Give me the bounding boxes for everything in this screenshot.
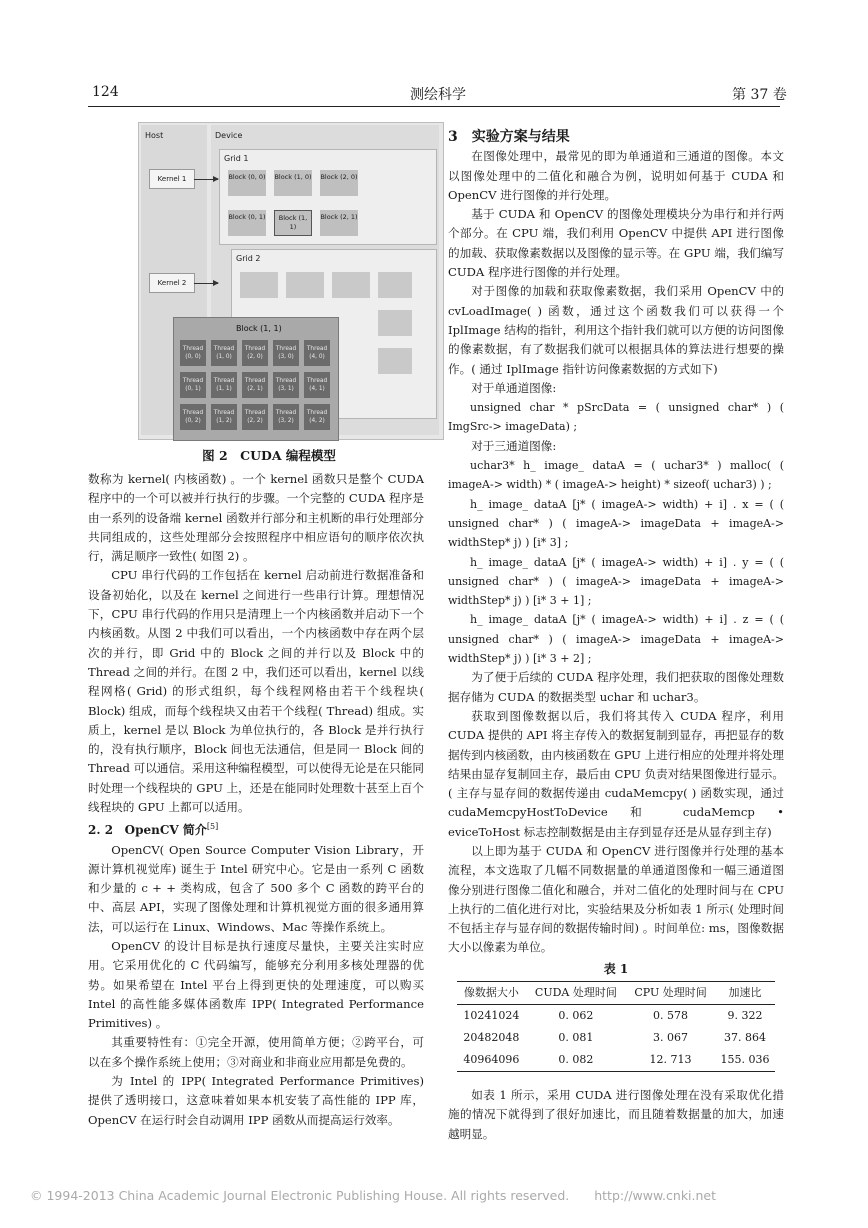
table-cell: 12. 713 bbox=[649, 1053, 692, 1067]
table-cell: 37. 864 bbox=[723, 1031, 766, 1045]
thread-cell: Thread (0, 1) bbox=[180, 372, 206, 398]
table-cell: 0. 578 bbox=[653, 1009, 689, 1023]
results-table bbox=[457, 981, 775, 1072]
table-header: CPU 处理时间 bbox=[634, 986, 707, 1000]
thread-cell: Thread (3, 1) bbox=[273, 372, 299, 398]
kernel2-arrow bbox=[194, 283, 218, 284]
paragraph: 以上即为基于 CUDA 和 OpenCV 进行图像并行处理的基本流程，本文选取了几幅不同数据量的单通道图像和一幅三通道图像分别进行图像二值化和融合，并对二值化的处理时间与在 CPU 上执行的二值化进行对比，实验结果及分析如表 1 所示( 处理时间不包括主存与显存间的数据传输时间) 。时间单位: ms，图像数据大小以像素为单位。 bbox=[448, 843, 784, 955]
table-cell: 10241024 bbox=[463, 1009, 520, 1023]
grid1-block: Block (2, 0) bbox=[320, 170, 358, 196]
header-rule bbox=[88, 106, 780, 107]
grid1-block: Block (0, 0) bbox=[228, 170, 266, 196]
thread-cell: Thread (1, 2) bbox=[211, 404, 237, 430]
grid1 bbox=[219, 149, 437, 245]
table-row bbox=[457, 1005, 775, 1028]
grid2-block bbox=[332, 272, 370, 298]
thread-cell: Thread (4, 2) bbox=[304, 404, 330, 430]
code-line: h_ image_ dataA [j* ( imageA-> width) + i] . y = ( ( unsigned char* ) ( imageA-> imageData + imageA-> widthStep* j) ) [i* 3 + 1] ; bbox=[448, 555, 784, 608]
thread-cell: Thread (2, 0) bbox=[242, 340, 268, 366]
table-cell: 9. 322 bbox=[727, 1009, 763, 1023]
table-cell: 3. 067 bbox=[653, 1031, 689, 1045]
table-cell: 20482048 bbox=[463, 1031, 520, 1045]
block-detail bbox=[173, 317, 339, 441]
paragraph: 其重要特性有：①完全开源，使用简单方便；②跨平台，可以在多个操作系统上使用；③对商业和非商业应用都是免费的。 bbox=[88, 1035, 424, 1069]
table-header: 像数据大小 bbox=[463, 986, 519, 1000]
thread-cell: Thread (0, 2) bbox=[180, 404, 206, 430]
code-line: h_ image_ dataA [j* ( imageA-> width) + i] . x = ( ( unsigned char* ) ( imageA-> imageData + imageA-> widthStep* j) ) [i* 3] ; bbox=[448, 497, 784, 550]
grid2-block bbox=[286, 272, 324, 298]
table-cell: 0. 082 bbox=[558, 1053, 594, 1067]
grid1-block: Block (2, 1) bbox=[320, 210, 358, 236]
grid1-block: Block (0, 1) bbox=[228, 210, 266, 236]
thread-cell: Thread (4, 0) bbox=[304, 340, 330, 366]
left-column bbox=[88, 470, 424, 1130]
paragraph: 数称为 kernel( 内核函数) 。一个 kernel 函数只是整个 CUDA 程序中的一个可以被并行执行的步骤。一个完整的 CUDA 程序是由一系列的设备端 kernel 函数并行部分和主机断的串行处理部分共同组成的，这些处理部分会按照程序中相应语句的顺序依次执行，满足顺序一致性( 如图 2) 。 bbox=[88, 472, 424, 564]
kernel1-box bbox=[149, 169, 195, 189]
thread-cell: Thread (4, 1) bbox=[304, 372, 330, 398]
paragraph: CPU 串行代码的工作包括在 kernel 启动前进行数据准备和设备初始化，以及在 kernel 之间进行一些串行计算。理想情况下，CPU 串行代码的作用只是清理上一个内核函数并启动下一个内核函数。从图 2 中我们可以看出，一个内核函数中存在两个层次的并行，即 Grid 中的 Block 之间的并行以及 Block 中的 Thread 之间的并行。在图 2 中，我们还可以看出，kernel 以线程网格( Grid) 的形式组织，每个线程网格由若干个线程块( Block) 组成，而每个线程块又由若干个线程( Thread) 组成。实质上，kernel 是以 Block 为单位执行的，各 Block 是并行执行的，没有执行顺序，Block 间也无法通信，但是同一 Block 间的 Thread 可以通信。采用这种编程模型，可以使得无论是在只能同时处理一个线程块的 GPU 上，还是在能同时处理数十甚至上百个线程块的 GPU 上都可以适用。 bbox=[88, 568, 424, 815]
paragraph: OpenCV( Open Source Computer Vision Library，开源计算机视觉库) 诞生于 Intel 研究中心。它是由一系列 C 函数和少量的 c + + 类构成，包含了 500 多个 C 函数的跨平台的中、高层 API，实现了图像处理和计算机视觉方面的很多通用算法，可以运行在 Linux、Windows、Mac 等操作系统上。 bbox=[88, 842, 424, 934]
table-cell: 0. 081 bbox=[558, 1031, 594, 1045]
grid2-block bbox=[378, 272, 412, 298]
code-line: uchar3* h_ image_ dataA = ( uchar3* ) malloc( ( imageA-> width) * ( imageA-> height) * sizeof( uchar3) ) ; bbox=[448, 459, 784, 492]
section-3-title: 3 实验方案与结果 bbox=[448, 129, 570, 145]
code-block bbox=[448, 398, 784, 437]
paragraph: 获取到图像数据以后，我们将其传入 CUDA 程序，利用 CUDA 提供的 API 将主存传入的数据复制到显存，再把显存的数据传到内核函数，由内核函数在 GPU 上进行相应的处理并将处理结果由显存复制回主存，最后由 CPU 负责对结果图像进行显示。( 主存与显存间的数据传递由 cudaMemcpy( ) 函数实现，通过 cudaMemcpyHostToDevice 和 cudaMemcp • eviceToHost 标志控制数据是由主存到显存还是从显存到主存) bbox=[448, 708, 784, 839]
table-cell: 40964096 bbox=[463, 1053, 520, 1067]
copyright-footer: © 1994-2013 China Academic Journal Electronic Publishing House. All rights reserved. http://www.cnki.net bbox=[30, 1188, 717, 1203]
kernel1-label: Kernel 1 bbox=[157, 175, 187, 183]
code-label: 对于三通道图像: bbox=[471, 438, 557, 453]
host-label: Host bbox=[145, 131, 164, 140]
section-number: 2. 2 bbox=[88, 823, 114, 838]
paragraph: 基于 CUDA 和 OpenCV 的图像处理模块分为串行和并行两个部分。在 CPU 端，我们利用 OpenCV 中提供 API 进行图像的加载、获取像素数据以及图像的显示等。在 GPU 端，我们编写 CUDA 程序进行图像的并行处理。 bbox=[448, 207, 784, 280]
table-row bbox=[457, 1027, 775, 1049]
kernel2-label: Kernel 2 bbox=[157, 279, 187, 287]
table-title: 表 1 bbox=[603, 961, 629, 976]
kernel2-box bbox=[149, 273, 195, 293]
grid2-block bbox=[378, 348, 412, 374]
grid1-label: Grid 1 bbox=[224, 154, 249, 163]
paragraph: 在图像处理中，最常见的即为单通道和三通道的图像。本文以图像处理中的二值化和融合为例，说明如何基于 CUDA 和 OpenCV 进行图像的并行处理。 bbox=[448, 149, 784, 202]
table-header-row bbox=[457, 982, 775, 1005]
figure-caption: 图 2 CUDA 编程模型 bbox=[202, 448, 336, 463]
thread-cell: Thread (1, 1) bbox=[211, 372, 237, 398]
paragraph: 如表 1 所示，采用 CUDA 进行图像处理在没有采取优化措施的情况下就得到了很好加速比，而且随着数据量的加大，加速越明显。 bbox=[448, 1088, 784, 1141]
block-detail-label: Block (1, 1) bbox=[236, 324, 282, 333]
citation: [5] bbox=[206, 822, 219, 832]
thread-cell: Thread (0, 0) bbox=[180, 340, 206, 366]
paragraph: 为 Intel 的 IPP( Integrated Performance Primitives) 提供了透明接口，这意味着如果本机安装了高性能的 IPP 库，OpenCV 在运行时会自动调用 IPP 函数从而提高运行效率。 bbox=[88, 1074, 424, 1127]
cuda-model-figure bbox=[138, 122, 444, 440]
thread-cell: Thread (1, 0) bbox=[211, 340, 237, 366]
table-row bbox=[457, 1049, 775, 1072]
paragraph: 对于图像的加载和获取像素数据，我们采用 OpenCV 中的 cvLoadImage( ) 函数，通过这个函数我们可以获得一个 IplImage 结构的指针，利用这个指针我们就可以方便的访问图像的像素数据，有了数据我们就可以根据具体的算法进行想要的操作。( 通过 IplImage 指针访问像素数据的方式如下) bbox=[448, 284, 784, 376]
section-title: OpenCV 简介 bbox=[124, 823, 207, 838]
grid2-label: Grid 2 bbox=[236, 254, 261, 263]
table-cell: 0. 062 bbox=[558, 1009, 594, 1023]
table-header: 加速比 bbox=[728, 986, 762, 1000]
section-heading bbox=[88, 817, 424, 840]
journal-name: 测绘科学 bbox=[410, 87, 466, 103]
grid2-block bbox=[378, 310, 412, 336]
device-label: Device bbox=[215, 131, 243, 140]
paragraph: OpenCV 的设计目标是执行速度尽量快，主要关注实时应用。它采用优化的 C 代码编写，能够充分利用多核处理器的优势。如果希望在 Intel 平台上得到更快的处理速度，可以购买 Intel 的高性能多媒体函数库 IPP( Integrated Performance Primitives) 。 bbox=[88, 938, 424, 1031]
thread-cell: Thread (2, 2) bbox=[242, 404, 268, 430]
code-label: 对于单通道图像: bbox=[471, 380, 557, 395]
table-header: CUDA 处理时间 bbox=[534, 986, 617, 1000]
thread-cell: Thread (3, 2) bbox=[273, 404, 299, 430]
grid1-block: Block (1, 0) bbox=[274, 170, 312, 196]
code-block bbox=[448, 456, 784, 668]
code-line: unsigned char * pSrcData = ( unsigned char* ) ( ImgSrc-> imageData) ; bbox=[448, 401, 784, 434]
table-cell: 155. 036 bbox=[720, 1053, 770, 1067]
thread-cell: Thread (3, 0) bbox=[273, 340, 299, 366]
grid2-block bbox=[240, 272, 278, 298]
paragraph: 为了便于后续的 CUDA 程序处理，我们把获取的图像处理数据存储为 CUDA 的数据类型 uchar 和 uchar3。 bbox=[448, 670, 784, 704]
page-number: 124 bbox=[92, 84, 119, 100]
code-line: h_ image_ dataA [j* ( imageA-> width) + i] . z = ( ( unsigned char* ) ( imageA-> imageData + imageA-> widthStep* j) ) [i* 3 + 2] ; bbox=[448, 613, 784, 666]
thread-cell: Thread (2, 1) bbox=[242, 372, 268, 398]
kernel1-arrow bbox=[194, 179, 218, 180]
grid1-block-selected: Block (1, 1) bbox=[274, 210, 312, 236]
right-column bbox=[448, 128, 784, 1144]
volume-label: 第 37 卷 bbox=[732, 87, 787, 103]
